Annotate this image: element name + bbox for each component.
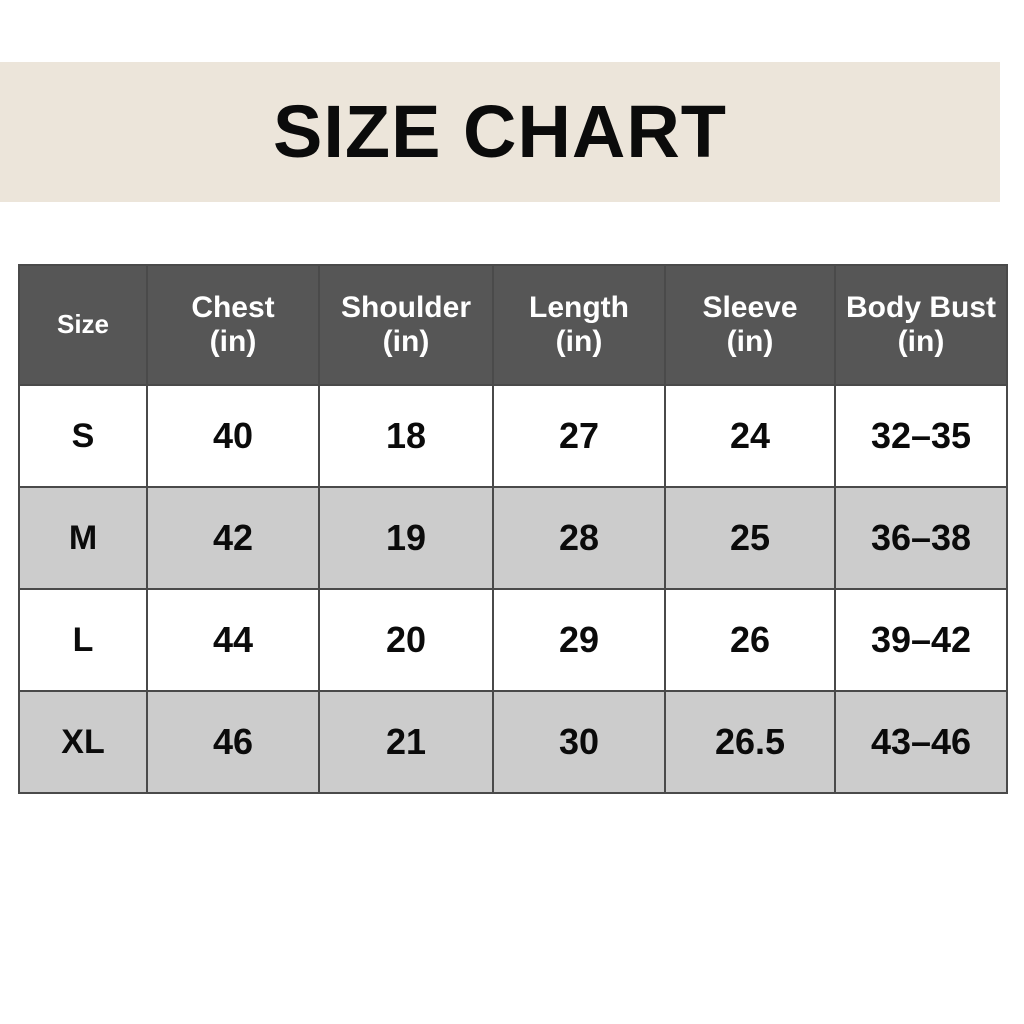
size-chart-table bbox=[18, 264, 1008, 794]
size-chart-table-wrapper bbox=[18, 264, 1006, 794]
column-header-length-unit: (in) bbox=[555, 325, 603, 358]
cell-chest: 40 bbox=[147, 385, 319, 487]
page-title: SIZE CHART bbox=[273, 90, 727, 173]
column-header-body-bust-unit: (in) bbox=[897, 325, 945, 358]
table-body bbox=[19, 385, 1007, 793]
cell-sleeve: 24 bbox=[665, 385, 835, 487]
table-row bbox=[19, 385, 1007, 487]
column-header-body-bust-label: Body Bust bbox=[846, 290, 996, 324]
cell-size: XL bbox=[19, 691, 147, 793]
cell-size: M bbox=[19, 487, 147, 589]
cell-length: 29 bbox=[493, 589, 665, 691]
column-header-chest-unit: (in) bbox=[209, 325, 257, 358]
column-header-size-label: Size bbox=[56, 309, 110, 340]
table-header-row bbox=[19, 265, 1007, 385]
table-row bbox=[19, 691, 1007, 793]
column-header-shoulder bbox=[319, 265, 493, 385]
table-row bbox=[19, 589, 1007, 691]
cell-body-bust: 36–38 bbox=[835, 487, 1007, 589]
cell-length: 27 bbox=[493, 385, 665, 487]
column-header-shoulder-label: Shoulder bbox=[340, 290, 471, 324]
column-header-size bbox=[19, 265, 147, 385]
cell-sleeve: 26 bbox=[665, 589, 835, 691]
cell-shoulder: 20 bbox=[319, 589, 493, 691]
cell-body-bust: 32–35 bbox=[835, 385, 1007, 487]
column-header-length-label: Length bbox=[529, 290, 629, 324]
cell-body-bust: 39–42 bbox=[835, 589, 1007, 691]
title-banner bbox=[0, 62, 1000, 202]
column-header-sleeve bbox=[665, 265, 835, 385]
cell-size: S bbox=[19, 385, 147, 487]
cell-length: 30 bbox=[493, 691, 665, 793]
cell-sleeve: 26.5 bbox=[665, 691, 835, 793]
cell-body-bust: 43–46 bbox=[835, 691, 1007, 793]
column-header-length bbox=[493, 265, 665, 385]
column-header-shoulder-unit: (in) bbox=[382, 325, 430, 358]
column-header-chest bbox=[147, 265, 319, 385]
cell-sleeve: 25 bbox=[665, 487, 835, 589]
cell-shoulder: 18 bbox=[319, 385, 493, 487]
cell-shoulder: 21 bbox=[319, 691, 493, 793]
cell-size: L bbox=[19, 589, 147, 691]
column-header-sleeve-unit: (in) bbox=[726, 325, 774, 358]
column-header-sleeve-label: Sleeve bbox=[702, 290, 798, 324]
table-header bbox=[19, 265, 1007, 385]
cell-length: 28 bbox=[493, 487, 665, 589]
cell-shoulder: 19 bbox=[319, 487, 493, 589]
cell-chest: 42 bbox=[147, 487, 319, 589]
cell-chest: 46 bbox=[147, 691, 319, 793]
column-header-chest-label: Chest bbox=[191, 290, 275, 324]
cell-chest: 44 bbox=[147, 589, 319, 691]
table-row bbox=[19, 487, 1007, 589]
column-header-body-bust bbox=[835, 265, 1007, 385]
